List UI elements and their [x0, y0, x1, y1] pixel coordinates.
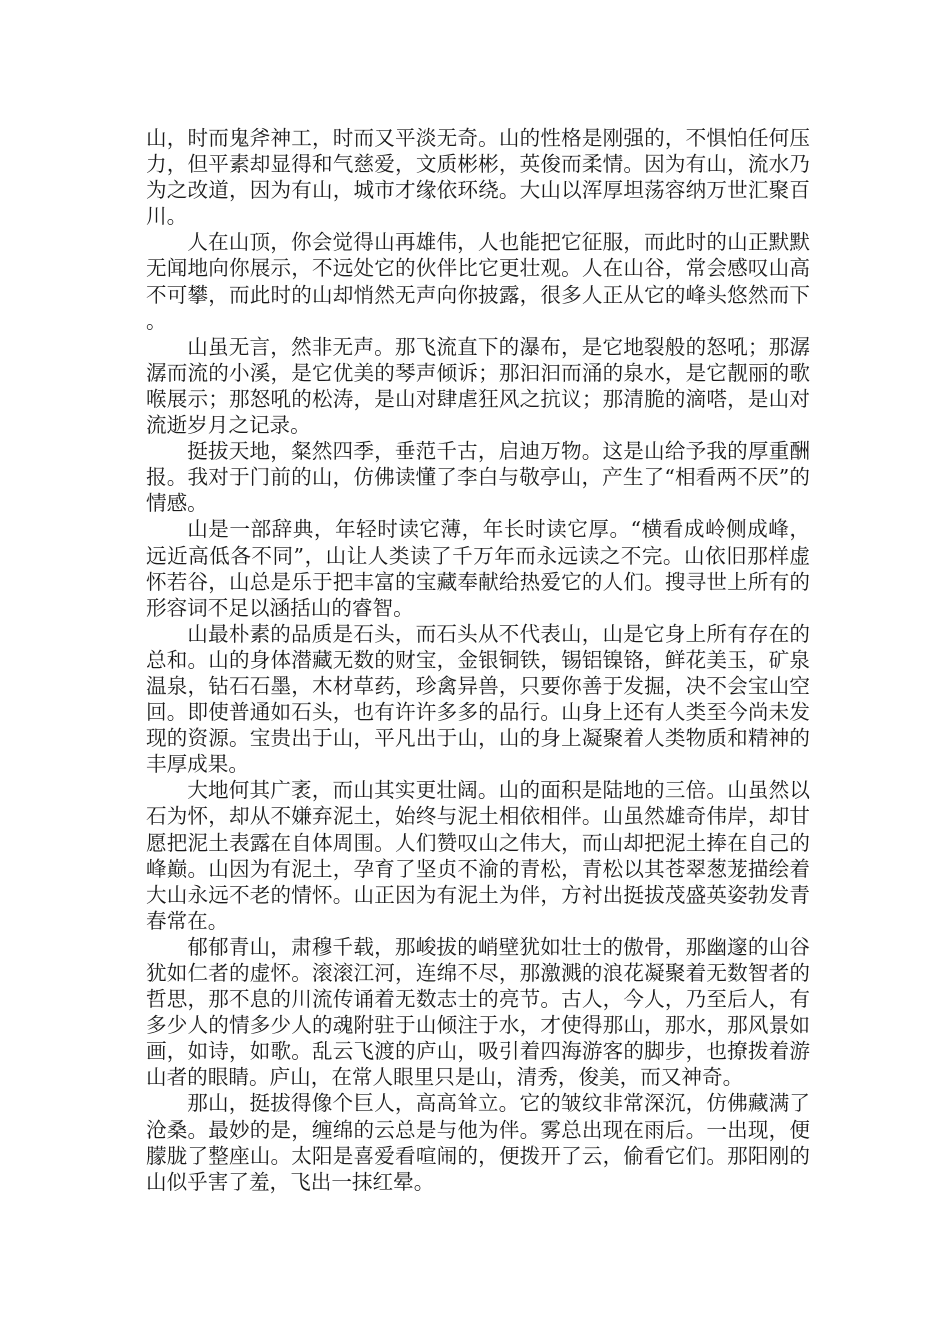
paragraph-7: 大地何其广袤，而山其实更壮阔。山的面积是陆地的三倍。山虽然以石为怀，却从不嫌弃泥土，始终与泥土相依相伴。山虽然雄奇伟岸，却甘愿把泥土表露在自体周围。人们赞叹山之伟大，而山却把泥土捧在自己的峰巅。山因为有泥土，孕育了坚贞不渝的青松，青松以其苍翠葱茏描绘着大山永远不老的情怀。山正因为有泥土为伴，方衬出挺拔茂盛英姿勃发青春常在。 — [146, 778, 810, 933]
paragraph-4: 挺拔天地，粲然四季，垂范千古，启迪万物。这是山给予我的厚重酬报。我对于门前的山，仿佛读懂了李白与敬亭山，产生了“相看两不厌”的情感。 — [146, 439, 810, 516]
paragraph-6: 山最朴素的品质是石头，而石头从不代表山，山是它身上所有存在的总和。山的身体潜藏无数的财宝，金银铜铁，锡铝镍铬，鲜花美玉，矿泉温泉，钻石石墨，木材草药，珍禽异兽，只要你善于发掘，决不会宝山空回。即使普通如石头，也有许许多多的品行。山身上还有人类至今尚未发现的资源。宝贵出于山，平凡出于山，山的身上凝聚着人类物质和精神的丰厚成果。 — [146, 621, 810, 777]
document-body — [146, 125, 810, 1195]
paragraph-1: 山，时而鬼斧神工，时而又平淡无奇。山的性格是刚强的，不惧怕任何压力，但平素却显得和气慈爱，文质彬彬，英俊而柔情。因为有山，流水乃为之改道，因为有山，城市才缘依环绕。大山以浑厚坦荡容纳万世汇聚百川。 — [146, 126, 810, 229]
paragraph-3: 山虽无言，然非无声。那飞流直下的瀑布，是它地裂般的怒吼；那潺潺而流的小溪，是它优美的琴声倾诉；那汩汩而涌的泉水，是它靓丽的歌喉展示；那怒吼的松涛，是山对肆虐狂风之抗议；那清脆的滴嗒，是山对流逝岁月之记录。 — [146, 334, 810, 438]
paragraph-8: 郁郁青山，肃穆千载，那峻拔的峭壁犹如壮士的傲骨，那幽邃的山谷犹如仁者的虚怀。滚滚江河，连绵不尽，那激溅的浪花凝聚着无数智者的哲思，那不息的川流传诵着无数志士的亮节。古人，今人，乃至后人，有多少人的情多少人的魂附驻于山倾注于水，才使得那山，那水，那风景如画，如诗，如歌。乱云飞渡的庐山，吸引着四海游客的脚步，也撩拨着游山者的眼睛。庐山，在常人眼里只是山，清秀，俊美，而又神奇。 — [146, 934, 810, 1090]
paragraph-9: 那山，挺拔得像个巨人，高高耸立。它的皱纹非常深沉，仿佛藏满了沧桑。最妙的是，缠绵的云总是与他为伴。雾总出现在雨后。一出现，便朦胧了整座山。太阳是喜爱看喧闹的，便拨开了云，偷看它们。那阳刚的山似乎害了羞，飞出一抹红晕。 — [146, 1091, 810, 1194]
paragraph-2: 人在山顶，你会觉得山再雄伟，人也能把它征服，而此时的山正默默无闻地向你展示，不远处它的伙伴比它更壮观。人在山谷，常会感叹山高不可攀，而此时的山却悄然无声向你披露，很多人正从它的峰头悠然而下。 — [146, 230, 810, 333]
paragraph-5: 山是一部辞典，年轻时读它薄，年长时读它厚。“横看成岭侧成峰，远近高低各不同”，山让人类读了千万年而永远读之不完。山依旧那样虚怀若谷，山总是乐于把丰富的宝藏奉献给热爱它的人们。搜寻世上所有的形容词不足以涵括山的睿智。 — [146, 517, 810, 620]
